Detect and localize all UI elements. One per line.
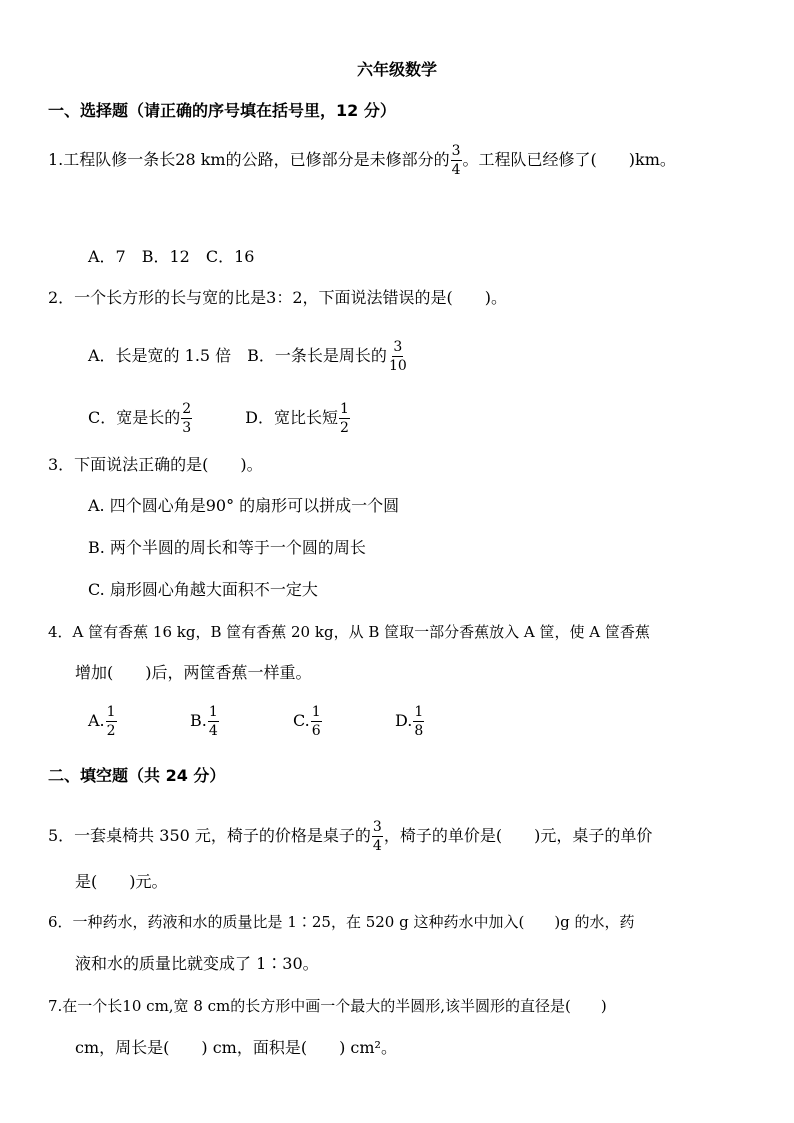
section-heading-fill-blank: 二、填空题（共 24 分）: [48, 766, 226, 785]
question-2-option-ab-text: A．长是宽的 1.5 倍 B．一条长是周长的: [88, 346, 387, 365]
question-4-option-b-fraction: $\frac{1}{4}$: [208, 704, 218, 739]
question-2-option-d-text: D．宽比长短: [245, 408, 339, 427]
question-2-option-b-fraction: $\frac{3}{10}$: [388, 339, 407, 374]
question-3-option-b: B. 两个半圆的周长和等于一个圆的周长: [88, 538, 366, 557]
question-4-option-b: B. $\frac{1}{4}$: [190, 704, 218, 739]
question-5-text-a: 5．一套桌椅共 350 元，椅子的价格是桌子的: [48, 826, 371, 845]
question-1: [48, 142, 676, 179]
question-2-option-d-fraction: $\frac{1}{2}$: [340, 401, 349, 436]
question-4-option-d-fraction: $\frac{1}{8}$: [414, 704, 424, 739]
question-4-option-c: C. $\frac{1}{6}$: [293, 704, 321, 739]
question-5-line-2: 是( )元。: [75, 872, 168, 891]
question-4-line-2: 增加( )后，两筐香蕉一样重。: [75, 663, 312, 682]
question-1-fraction: $\frac{3}{4}$: [451, 143, 461, 178]
question-1-options: A．7 B．12 C．16: [88, 247, 255, 266]
question-7-line-2: cm，周长是( ) cm，面积是( ) cm²。: [75, 1038, 397, 1057]
question-2-options-cd: [88, 400, 351, 437]
question-4-option-d: D. $\frac{1}{8}$: [395, 704, 424, 739]
question-5: [48, 818, 652, 855]
question-3-option-a: A. 四个圆心角是90° 的扇形可以拼成一个圆: [88, 496, 400, 515]
question-4-option-a: A. $\frac{1}{2}$: [88, 704, 116, 739]
question-2-options-ab: [88, 338, 409, 375]
question-7-line-1: 7.在一个长10 cm,宽 8 cm的长方形中画一个最大的半圆形,该半圆形的直径是( ): [48, 997, 607, 1015]
section-heading-choice: 一、选择题（请正确的序号填在括号里，12 分）: [48, 101, 396, 120]
question-1-text-a: 1.工程队修一条长28 km的公路，已修部分是未修部分的: [48, 150, 450, 169]
question-5-text-b: ，椅子的单价是( )元，桌子的单价: [383, 826, 653, 845]
question-6-line-2: 液和水的质量比就变成了 1∶30。: [75, 954, 319, 973]
question-5-fraction: $\frac{3}{4}$: [372, 819, 382, 854]
question-3-option-c: C. 扇形圆心角越大面积不一定大: [88, 580, 318, 599]
question-4-option-a-fraction: $\frac{1}{2}$: [106, 704, 116, 739]
page-title: 六年级数学: [356, 60, 437, 79]
question-2: 2．一个长方形的长与宽的比是3：2，下面说法错误的是( )。: [48, 288, 508, 307]
question-2-option-c-text: C．宽是长的: [88, 408, 181, 427]
question-1-text-b: 。工程队已经修了( )km。: [462, 150, 676, 169]
question-3: 3．下面说法正确的是( )。: [48, 455, 263, 474]
question-4-option-c-fraction: $\frac{1}{6}$: [311, 704, 321, 739]
question-2-option-c-fraction: $\frac{2}{3}$: [182, 401, 192, 436]
question-6-line-1: 6．一种药水，药液和水的质量比是 1∶25，在 520 g 这种药水中加入( )g 的水，药: [48, 913, 635, 931]
question-4-line-1: 4．A 筐有香蕉 16 kg，B 筐有香蕉 20 kg，从 B 筐取一部分香蕉放入 A 筐，使 A 筐香蕉: [48, 623, 650, 641]
